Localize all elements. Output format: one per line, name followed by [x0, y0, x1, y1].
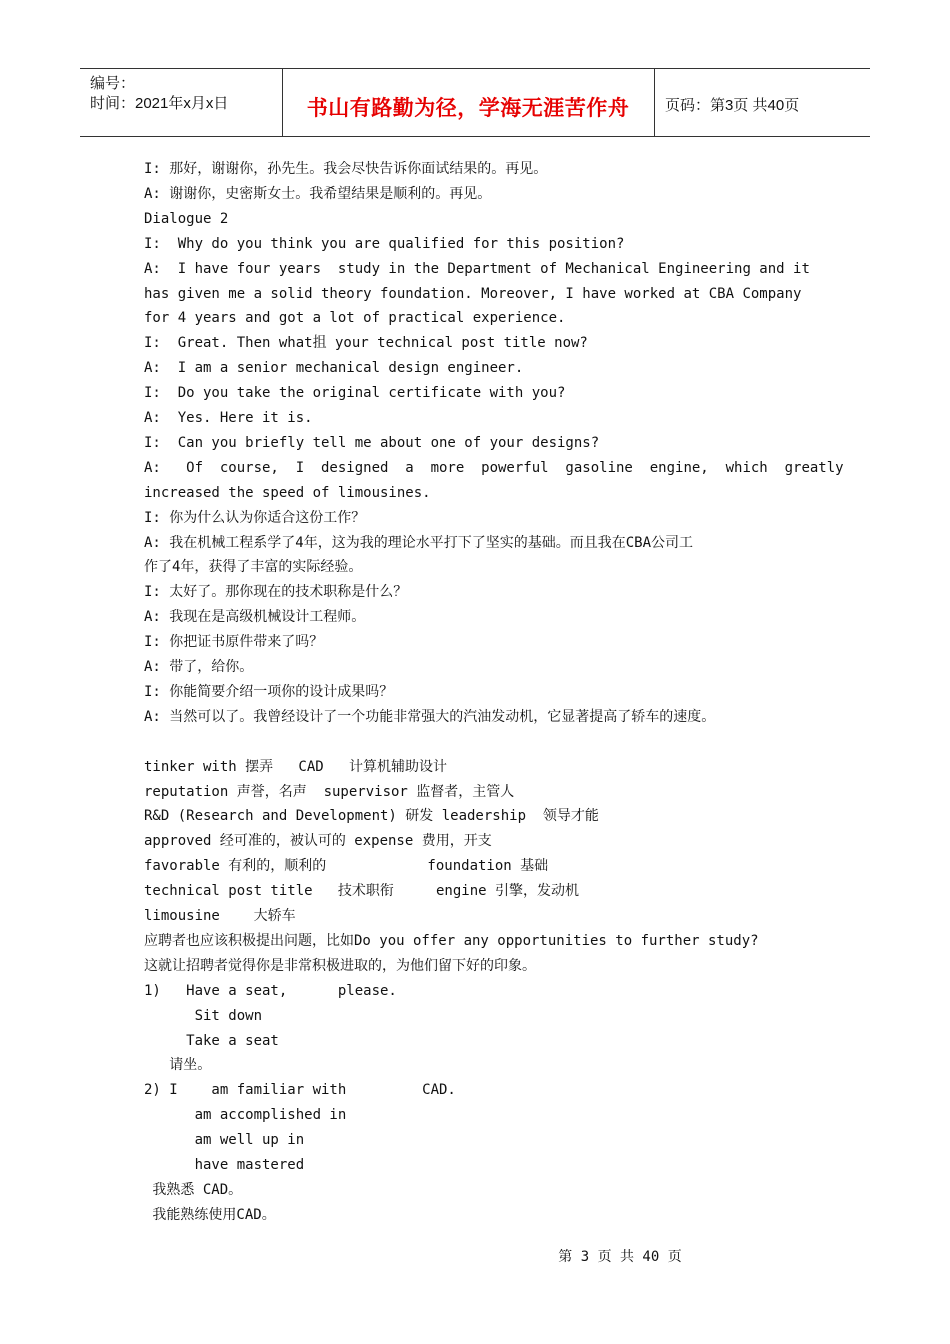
text-line: I: 你能简要介绍一项你的设计成果吗？	[144, 683, 394, 700]
page-code: 页码：第3页 共40页	[665, 97, 800, 114]
text-line: I: Great. Then what抯 your technical post title now?	[144, 335, 588, 352]
text-line: reputation 声誉，名声 supervisor 监督者，主管人	[144, 783, 515, 800]
text-line: for 4 years and got a lot of practical experience.	[144, 310, 566, 327]
text-line: am accomplished in	[144, 1107, 347, 1124]
header-info-cell	[80, 69, 283, 136]
text-line: A: I have four years study in the Department of Mechanical Engineering and it	[144, 260, 810, 277]
text-line: Dialogue 2	[144, 210, 229, 227]
text-line: increased the speed of limousines.	[144, 484, 431, 501]
text-line: A: Of course, I designed a more powerful gasoline engine, which greatly	[144, 459, 844, 476]
text-line: A: I am a senior mechanical design engineer.	[144, 360, 524, 377]
text-line: has given me a solid theory foundation. Moreover, I have worked at CBA Company	[144, 285, 802, 302]
text-line: I: 你为什么认为你适合这份工作？	[144, 509, 366, 526]
text-line: Sit down	[144, 1007, 263, 1024]
text-line: A: 我现在是高级机械设计工程师。	[144, 609, 366, 626]
footer-page-number: 第 3 页 共 40 页	[558, 1249, 682, 1265]
text-line: Take a seat	[144, 1032, 279, 1049]
text-line: I: 那好，谢谢你，孙先生。我会尽快告诉你面试结果的。再见。	[144, 161, 548, 177]
page-footer	[0, 1246, 950, 1266]
text-line: I: Can you briefly tell me about one of your designs?	[144, 434, 600, 451]
text-line: A: Yes. Here it is.	[144, 410, 313, 426]
text-line: favorable 有利的，顺利的 foundation 基础	[144, 858, 549, 875]
text-line: I: 太好了。那你现在的技术职称是什么？	[144, 584, 408, 601]
text-line: R&D (Research and Development) 研发 leadership 领导才能	[144, 808, 599, 825]
text-line: 1) Have a seat, please.	[144, 982, 397, 999]
text-line: A: 我在机械工程系学了4年，这为我的理论水平打下了坚实的基础。而且我在CBA公司工	[144, 534, 693, 551]
text-line: tinker with 摆弄 CAD 计算机辅助设计	[144, 758, 448, 775]
text-line: I: Do you take the original certificate with you?	[144, 385, 566, 402]
number-label: 编号：	[90, 75, 136, 92]
header-page-cell	[655, 69, 870, 136]
page-header	[80, 68, 870, 137]
text-line: 我熟悉 CAD。	[144, 1181, 243, 1198]
text-line: A: 带了，给你。	[144, 659, 254, 675]
text-line: have mastered	[144, 1157, 305, 1173]
text-line: 我能熟练使用CAD。	[144, 1206, 276, 1223]
text-line: A: 谢谢你，史密斯女士。我希望结果是顺利的。再见。	[144, 185, 492, 202]
text-line: 作了4年，获得了丰富的实际经验。	[144, 559, 363, 576]
text-line: 请坐。	[144, 1057, 212, 1074]
text-line: approved 经可准的，被认可的 expense 费用，开支	[144, 833, 492, 850]
text-line: technical post title 技术职衔 engine 引擎，发动机	[144, 883, 580, 900]
text-line: limousine 大轿车	[144, 908, 296, 924]
text-line: A: 当然可以了。我曾经设计了一个功能非常强大的汽油发动机，它显著提高了轿车的速度。	[144, 708, 716, 725]
text-line: 这就让招聘者觉得你是非常积极进取的，为他们留下好的印象。	[144, 957, 536, 974]
header-motto: 书山有路勤为径，学海无涯苦作舟	[306, 97, 630, 120]
text-line: 2) I am familiar with CAD.	[144, 1082, 456, 1099]
text-line: am well up in	[144, 1132, 305, 1149]
text-line: I: Why do you think you are qualified for this position?	[144, 235, 625, 252]
header-motto-cell	[282, 69, 655, 136]
text-line: 应聘者也应该积极提出问题，比如Do you offer any opportunities to further study?	[144, 932, 759, 949]
date-line: 时间：2021年x月x日	[90, 95, 229, 112]
text-line: I: 你把证书原件带来了吗？	[144, 634, 324, 651]
